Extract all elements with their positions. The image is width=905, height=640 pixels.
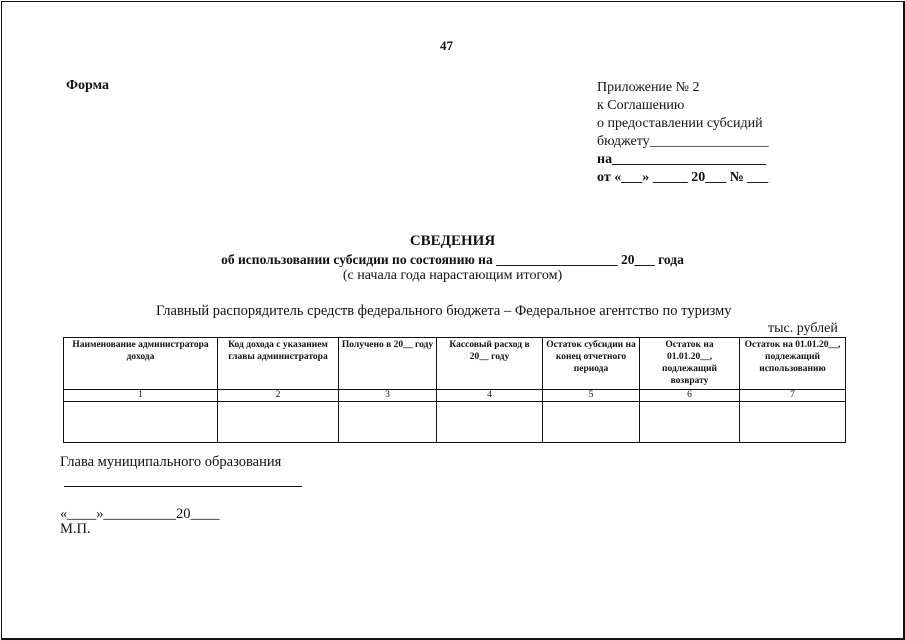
chief-administrator: Главный распорядитель средств федерального бюджета – Федеральное агентство по туризму (156, 303, 732, 319)
document-title: СВЕДЕНИЯ (409, 233, 496, 249)
col-header-subsidy-balance: Остаток субсидии на конец отчетного периода (543, 338, 640, 390)
appendix-line-1: Приложение № 2 (597, 80, 700, 95)
document-subtitle-note: (с начала года нарастающим итогом) (342, 268, 563, 283)
col-number: 2 (218, 390, 339, 402)
col-header-balance-use: Остаток на 01.01.20__, подлежащий использованию (740, 338, 846, 390)
col-header-balance-return: Остаток на 01.01.20__, подлежащий возврату (640, 338, 740, 390)
table-cell (339, 402, 437, 443)
col-header-received: Получено в 20__ году (339, 338, 437, 390)
table-cell (640, 402, 740, 443)
signer-title: Глава муниципального образования (60, 454, 282, 470)
col-number: 4 (437, 390, 543, 402)
units-label: тыс. рублей (768, 321, 838, 336)
col-header-cash-expense: Кассовый расход в 20__ году (437, 338, 543, 390)
report-table (63, 337, 846, 443)
col-number: 1 (64, 390, 218, 402)
col-header-admin-name: Наименование администратора дохода (64, 338, 218, 390)
col-number: 5 (543, 390, 640, 402)
col-number: 7 (740, 390, 846, 402)
form-label: Форма (66, 78, 110, 93)
appendix-line-3: о предоставлении субсидий (597, 116, 763, 131)
table-cell (437, 402, 543, 443)
col-header-income-code: Код дохода с указанием главы администратора (218, 338, 339, 390)
table-number-row (64, 390, 846, 402)
table-row (64, 402, 846, 443)
table-cell (218, 402, 339, 443)
appendix-line-4: бюджету_________________ (597, 134, 769, 149)
appendix-line-6: от «___» _____ 20___ № ___ (597, 170, 769, 185)
table-cell (543, 402, 640, 443)
appendix-line-5: на______________________ (597, 152, 767, 167)
col-number: 6 (640, 390, 740, 402)
seal-label: М.П. (60, 521, 91, 537)
table-header-row (64, 338, 846, 390)
table-cell (64, 402, 218, 443)
signature-date: «____»__________20____ (60, 506, 220, 522)
document-subtitle: об использовании субсидии по состоянию на __________________ 20___ года (221, 252, 684, 267)
appendix-line-2: к Соглашению (597, 98, 685, 113)
page-number: 47 (440, 38, 453, 53)
signature-line (64, 486, 302, 487)
col-number: 3 (339, 390, 437, 402)
table-cell (740, 402, 846, 443)
appendix-block (597, 79, 769, 187)
